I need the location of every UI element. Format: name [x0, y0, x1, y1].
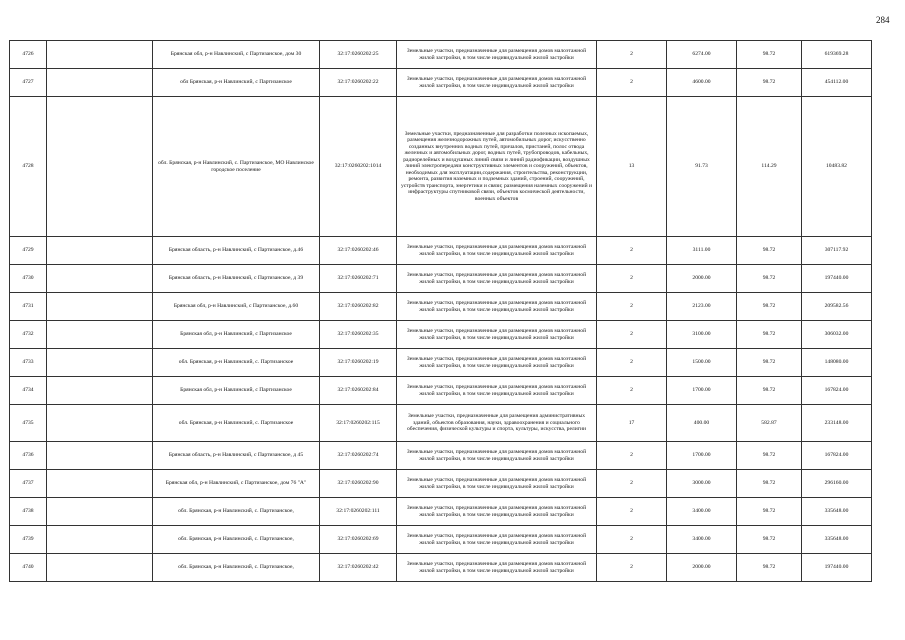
blank-cell — [47, 265, 153, 293]
cadastral-number-cell: 32:17:0260202:46 — [320, 237, 397, 265]
group-cell: 2 — [597, 349, 667, 377]
area-cell: 2000.00 — [667, 554, 737, 582]
group-cell: 2 — [597, 442, 667, 470]
row-number: 4735 — [10, 405, 47, 442]
row-number: 4738 — [10, 498, 47, 526]
address-cell: Брянская обл, р-н Навлинский, с Партизанское — [153, 377, 320, 405]
specific-value-cell: 98.72 — [737, 554, 802, 582]
address-cell: Брянская обл, р-н Навлинский, с Партизанское — [153, 321, 320, 349]
blank-cell — [47, 293, 153, 321]
group-cell: 2 — [597, 321, 667, 349]
table-row — [10, 470, 872, 498]
area-cell: 2000.00 — [667, 265, 737, 293]
table-row — [10, 498, 872, 526]
table-row — [10, 405, 872, 442]
blank-cell — [47, 498, 153, 526]
address-cell: обл. Брянская, р-н Навлинский, с. Партизанское — [153, 405, 320, 442]
cadastral-number-cell: 32:17:0260202:69 — [320, 526, 397, 554]
blank-cell — [47, 377, 153, 405]
cadastral-value-cell: 307117.92 — [802, 237, 872, 265]
land-use-cell: Земельные участки, предназначенные для размещения домов малоэтажной жилой застройки, в том числе индивидуальной жилой застройки — [397, 265, 597, 293]
row-number: 4728 — [10, 97, 47, 237]
cadastral-value-table — [9, 40, 872, 582]
cadastral-value-cell: 306032.00 — [802, 321, 872, 349]
land-use-cell: Земельные участки, предназначенные для размещения домов малоэтажной жилой застройки, в том числе индивидуальной жилой застройки — [397, 293, 597, 321]
specific-value-cell: 98.72 — [737, 526, 802, 554]
land-use-cell: Земельные участки, предназначенные для размещения домов малоэтажной жилой застройки, в том числе индивидуальной жилой застройки — [397, 321, 597, 349]
cadastral-value-cell: 148080.00 — [802, 349, 872, 377]
table-row — [10, 321, 872, 349]
area-cell: 1700.00 — [667, 377, 737, 405]
cadastral-number-cell: 32:17:0260202:42 — [320, 554, 397, 582]
cadastral-value-cell: 619369.28 — [802, 41, 872, 69]
group-cell: 2 — [597, 554, 667, 582]
group-cell: 2 — [597, 265, 667, 293]
land-use-cell: Земельные участки, предназначенные для размещения домов малоэтажной жилой застройки, в том числе индивидуальной жилой застройки — [397, 237, 597, 265]
cadastral-value-cell: 10483.82 — [802, 97, 872, 237]
address-cell: Брянская обл, р-н Навлинский, с Партизанское, дом 30 — [153, 41, 320, 69]
cadastral-value-cell: 209582.56 — [802, 293, 872, 321]
blank-cell — [47, 554, 153, 582]
group-cell: 2 — [597, 470, 667, 498]
blank-cell — [47, 69, 153, 97]
group-cell: 2 — [597, 293, 667, 321]
blank-cell — [47, 321, 153, 349]
cadastral-number-cell: 32:17:0260202:35 — [320, 321, 397, 349]
blank-cell — [47, 470, 153, 498]
cadastral-number-cell: 32:17:0260202:115 — [320, 405, 397, 442]
cadastral-number-cell: 32:17:0260202:74 — [320, 442, 397, 470]
cadastral-number-cell: 32:17:0260202:1014 — [320, 97, 397, 237]
page-number: 284 — [876, 15, 890, 25]
table-row — [10, 526, 872, 554]
cadastral-value-cell: 167824.00 — [802, 442, 872, 470]
address-cell: обл. Брянская, р-н Навлинский, с. Партизанское — [153, 349, 320, 377]
table-row — [10, 442, 872, 470]
table-row — [10, 97, 872, 237]
blank-cell — [47, 41, 153, 69]
table-row — [10, 237, 872, 265]
cadastral-value-cell: 454112.00 — [802, 69, 872, 97]
group-cell: 2 — [597, 237, 667, 265]
cadastral-number-cell: 32:17:0260202:111 — [320, 498, 397, 526]
cadastral-number-cell: 32:17:0260202:90 — [320, 470, 397, 498]
specific-value-cell: 98.72 — [737, 442, 802, 470]
address-cell: обл. Брянская, р-н Навлинский, с. Партизанское, — [153, 554, 320, 582]
blank-cell — [47, 349, 153, 377]
table-row — [10, 349, 872, 377]
table-row — [10, 41, 872, 69]
land-use-cell: Земельные участки, предназначенные для размещения домов малоэтажной жилой застройки, в том числе индивидуальной жилой застройки — [397, 470, 597, 498]
blank-cell — [47, 405, 153, 442]
group-cell: 2 — [597, 498, 667, 526]
row-number: 4730 — [10, 265, 47, 293]
land-use-cell: Земельные участки, предназначенные для размещения домов малоэтажной жилой застройки, в том числе индивидуальной жилой застройки — [397, 69, 597, 97]
table-row — [10, 554, 872, 582]
table-row — [10, 69, 872, 97]
cadastral-number-cell: 32:17:0260202:22 — [320, 69, 397, 97]
area-cell: 1500.00 — [667, 349, 737, 377]
table-row — [10, 293, 872, 321]
group-cell: 2 — [597, 69, 667, 97]
blank-cell — [47, 97, 153, 237]
blank-cell — [47, 442, 153, 470]
land-use-cell: Земельные участки, предназначенные для разработки полезных ископаемых, размещения железнодорожных путей, автомобильных дорог, искусственно созданных внутренних водных путей, причалов, пристаней, полос отвода железных и автомобильных дорог, водных путей, трубопроводов, кабельных, радиорелейных и воздушных линий связи и линий радиофикации, воздушных линий электропередачи конструктивных элементов и сооружений, объектов, необходимых для эксплуатации,содержания, строительства, реконструкции, ремонта, развития наземных и подземных зданий, строений, сооружений, устройств транспорта, энергетики и связи; размещения наземных сооружений и инфраструктуры спутниковой связи, объектов космической деятельности, военных объектов — [397, 97, 597, 237]
group-cell: 17 — [597, 405, 667, 442]
address-cell: Брянская область, р-н Навлинский, с Партизанское, д 39 — [153, 265, 320, 293]
land-use-cell: Земельные участки, предназначенные для размещения домов малоэтажной жилой застройки, в том числе индивидуальной жилой застройки — [397, 377, 597, 405]
group-cell: 2 — [597, 377, 667, 405]
row-number: 4727 — [10, 69, 47, 97]
land-use-cell: Земельные участки, предназначенные для размещения административных зданий, объектов образования, науки, здравоохранения и социального обеспечения, физической культуры и спорта, культуры, искусства, религии — [397, 405, 597, 442]
cadastral-value-cell: 233148.00 — [802, 405, 872, 442]
address-cell: Брянская обл, р-н Навлинский, с Партизанское, дом 76 "А" — [153, 470, 320, 498]
table-row — [10, 265, 872, 293]
specific-value-cell: 114.29 — [737, 97, 802, 237]
specific-value-cell: 98.72 — [737, 377, 802, 405]
blank-cell — [47, 526, 153, 554]
specific-value-cell: 98.72 — [737, 349, 802, 377]
blank-cell — [47, 237, 153, 265]
row-number: 4740 — [10, 554, 47, 582]
address-cell: обл. Брянская, р-н Навлинский, с. Партизанское, МО Навлинское городское поселение — [153, 97, 320, 237]
specific-value-cell: 98.72 — [737, 293, 802, 321]
row-number: 4726 — [10, 41, 47, 69]
area-cell: 1700.00 — [667, 442, 737, 470]
address-cell: обл. Брянская, р-н Навлинский, с. Партизанское, — [153, 498, 320, 526]
area-cell: 3400.00 — [667, 526, 737, 554]
cadastral-value-cell: 197440.00 — [802, 554, 872, 582]
land-use-cell: Земельные участки, предназначенные для размещения домов малоэтажной жилой застройки, в том числе индивидуальной жилой застройки — [397, 349, 597, 377]
cadastral-value-cell: 167824.00 — [802, 377, 872, 405]
specific-value-cell: 582.87 — [737, 405, 802, 442]
cadastral-number-cell: 32:17:0260202:71 — [320, 265, 397, 293]
row-number: 4729 — [10, 237, 47, 265]
cadastral-value-cell: 335648.00 — [802, 498, 872, 526]
row-number: 4733 — [10, 349, 47, 377]
row-number: 4731 — [10, 293, 47, 321]
cadastral-number-cell: 32:17:0260202:25 — [320, 41, 397, 69]
area-cell: 3000.00 — [667, 470, 737, 498]
area-cell: 91.73 — [667, 97, 737, 237]
area-cell: 4600.00 — [667, 69, 737, 97]
land-use-cell: Земельные участки, предназначенные для размещения домов малоэтажной жилой застройки, в том числе индивидуальной жилой застройки — [397, 41, 597, 69]
cadastral-number-cell: 32:17:0260202:82 — [320, 293, 397, 321]
cadastral-number-cell: 32:17:0260202:19 — [320, 349, 397, 377]
cadastral-value-cell: 197440.00 — [802, 265, 872, 293]
cadastral-value-cell: 335648.00 — [802, 526, 872, 554]
area-cell: 400.00 — [667, 405, 737, 442]
specific-value-cell: 98.72 — [737, 498, 802, 526]
address-cell: Брянская обл, р-н Навлинский, с Партизанское, д.60 — [153, 293, 320, 321]
group-cell: 13 — [597, 97, 667, 237]
land-use-cell: Земельные участки, предназначенные для размещения домов малоэтажной жилой застройки, в том числе индивидуальной жилой застройки — [397, 498, 597, 526]
area-cell: 2123.00 — [667, 293, 737, 321]
row-number: 4737 — [10, 470, 47, 498]
area-cell: 3100.00 — [667, 321, 737, 349]
specific-value-cell: 98.72 — [737, 470, 802, 498]
land-use-cell: Земельные участки, предназначенные для размещения домов малоэтажной жилой застройки, в том числе индивидуальной жилой застройки — [397, 442, 597, 470]
cadastral-value-cell: 296160.00 — [802, 470, 872, 498]
table-body — [10, 41, 872, 582]
cadastral-number-cell: 32:17:0260202:84 — [320, 377, 397, 405]
specific-value-cell: 98.72 — [737, 321, 802, 349]
specific-value-cell: 98.72 — [737, 41, 802, 69]
group-cell: 2 — [597, 41, 667, 69]
area-cell: 3111.00 — [667, 237, 737, 265]
address-cell: обл. Брянская, р-н Навлинский, с. Партизанское, — [153, 526, 320, 554]
land-use-cell: Земельные участки, предназначенные для размещения домов малоэтажной жилой застройки, в том числе индивидуальной жилой застройки — [397, 526, 597, 554]
row-number: 4734 — [10, 377, 47, 405]
address-cell: обл Брянская, р-н Навлинский, с Партизанское — [153, 69, 320, 97]
row-number: 4739 — [10, 526, 47, 554]
row-number: 4736 — [10, 442, 47, 470]
specific-value-cell: 98.72 — [737, 69, 802, 97]
specific-value-cell: 98.72 — [737, 237, 802, 265]
area-cell: 6274.00 — [667, 41, 737, 69]
address-cell: Брянская область, р-н Навлинский, с Партизанское, д.46 — [153, 237, 320, 265]
area-cell: 3400.00 — [667, 498, 737, 526]
group-cell: 2 — [597, 526, 667, 554]
row-number: 4732 — [10, 321, 47, 349]
table-row — [10, 377, 872, 405]
address-cell: Брянская область, р-н Навлинский, с Партизанское, д 45 — [153, 442, 320, 470]
land-use-cell: Земельные участки, предназначенные для размещения домов малоэтажной жилой застройки, в том числе индивидуальной жилой застройки — [397, 554, 597, 582]
specific-value-cell: 98.72 — [737, 265, 802, 293]
